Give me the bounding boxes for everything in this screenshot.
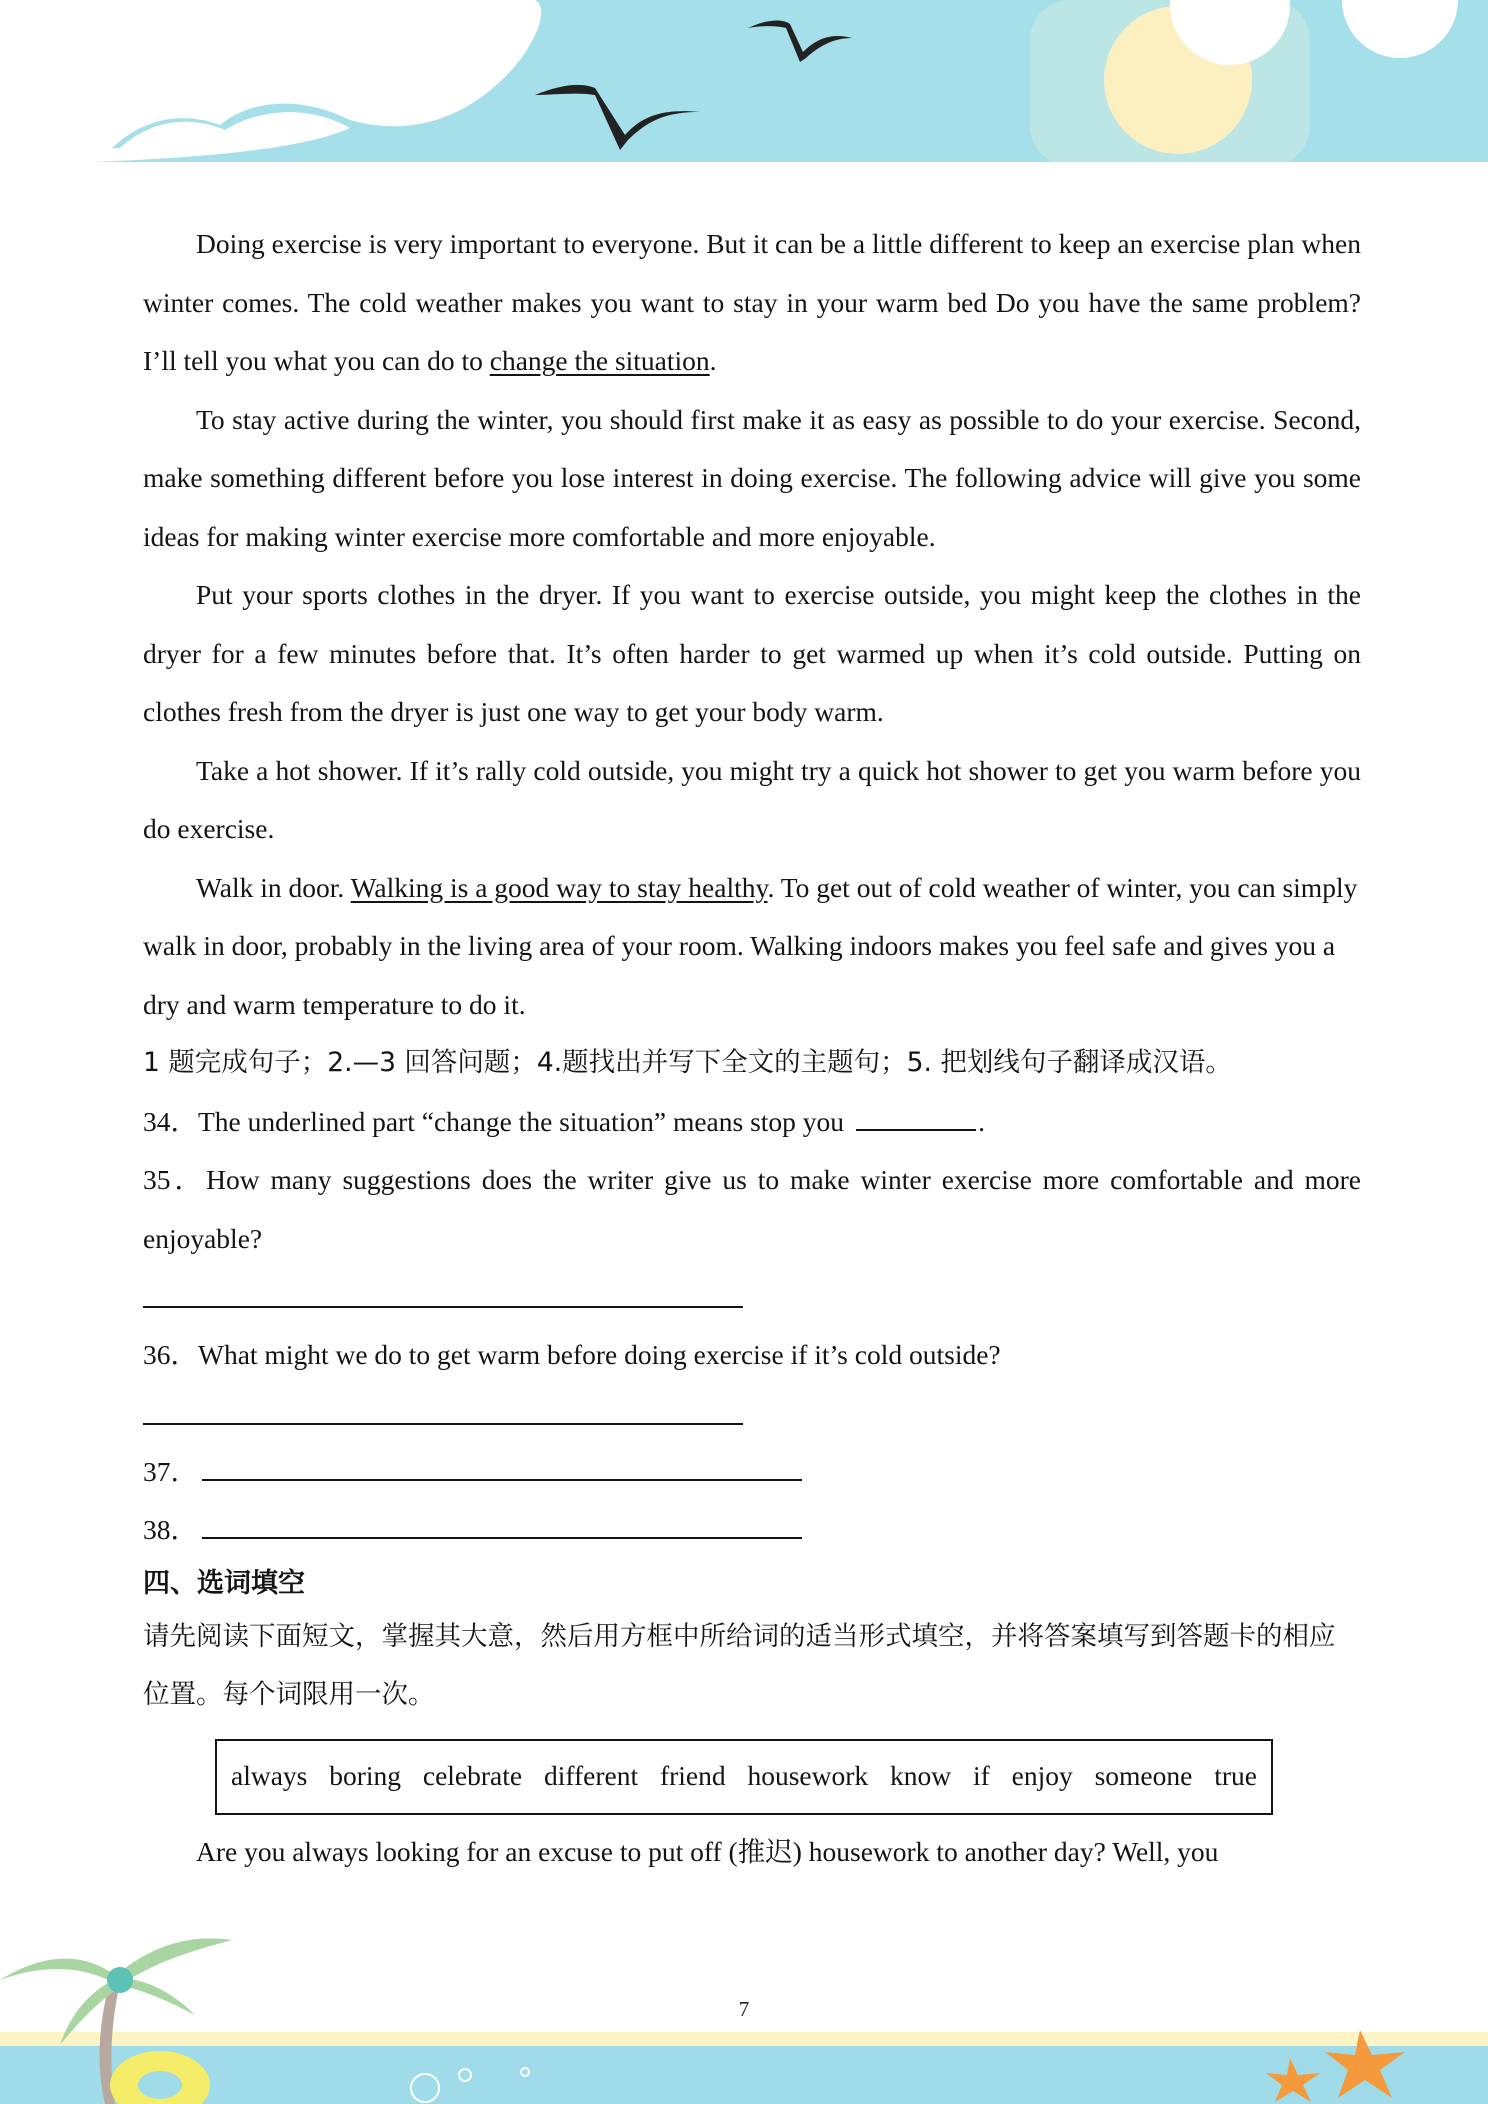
question-number: 38． [143,1514,198,1545]
word-bank-item: boring [329,1760,402,1792]
passage-text: Take a hot shower. If it’s rally cold outside, you might try a quick hot shower to get you warm before you do exercise. [143,754,1361,844]
word-bank-item: know [890,1760,952,1792]
question-37 [143,1443,1361,1502]
question-number: 37． [143,1455,198,1487]
reading-passage [143,215,1361,1034]
question-35 [143,1151,1361,1268]
cloze-passage-start: Are you always looking for an excuse to put off (推迟) housework to another day? Well, you [196,1835,1219,1867]
passage-text: . [709,345,717,376]
passage-paragraph [143,566,1361,742]
question-36 [143,1326,1361,1385]
word-bank-item: celebrate [422,1760,523,1792]
palm-leaf [120,1938,232,1982]
passage-paragraph [143,859,1361,1035]
word-bank-box [215,1739,1273,1815]
palm-leaf [0,1959,115,1982]
answer-line-35[interactable] [143,1268,1361,1326]
word-bank-item: housework [747,1760,869,1792]
passage-text: Doing exercise is very important to everyone. But it can be a little different to keep an exercise plan when winter comes. The cold weather makes you want to stay in your warm bed Do you have the same problem? I’ll tell you what you can do to [143,228,1361,376]
word-bank-item: true [1214,1760,1257,1792]
sea-shape [0,2040,1488,2104]
question-text: How many suggestions does the writer give us to make winter exercise more comfortable and more enjoyable? [143,1164,1361,1254]
answer-line-38[interactable] [202,1507,802,1539]
word-bank-item: if [972,1760,990,1792]
coconut-icon [107,1967,133,1993]
question-instructions: 1 题完成句子；2.—3 回答问题；4.题找出并写下全文的主题句；5. 把划线句子翻译成汉语。 [143,1047,1232,1078]
word-bank-item: friend [659,1760,726,1792]
question-number: 34． [143,1105,198,1137]
question-38 [143,1501,1361,1560]
passage-paragraph [143,742,1361,859]
answer-line-36[interactable] [143,1385,1361,1443]
answer-blank[interactable] [856,1103,976,1131]
word-bank-item: different [543,1760,639,1792]
passage-paragraph [143,391,1361,567]
palm-leaf [122,1978,195,2015]
footer-beach-banner [0,1920,1488,2104]
section-title: 四、选词填空 [143,1567,305,1599]
passage-paragraph [143,215,1361,391]
passage-text: Walk in door. [196,871,351,903]
underlined-text: change the situation [489,345,710,376]
question-text: The underlined part “change the situation” means stop you [198,1105,845,1137]
section-instruction: 请先阅读下面短文，掌握其大意，然后用方框中所给词的适当形式填空，并将答案填写到答题卡的相应位置。每个词限用一次。 [143,1620,1336,1710]
passage-text: To stay active during the winter, you should first make it as easy as possible to do your exercise. Second, make something different before you lose interest in doing exercise. The following advice will give you some ideas for making winter exercise more comfortable and more enjoyable. [143,403,1361,552]
page-number: 7 [738,1997,750,2021]
answer-line-37[interactable] [202,1449,802,1481]
question-number: 36． [143,1339,198,1370]
question-number: 35． [143,1164,207,1195]
header-sky-banner [0,0,1488,170]
question-text: What might we do to get warm before doing exercise if it’s cold outside? [198,1339,1001,1370]
passage-text: . To get out of cold weather of winter, you can simply walk in door, probably in the living area of your room. Walking indoors makes you feel safe and gives you a dry and warm temperature to do it. [143,871,1358,1020]
page-content [143,215,1361,1881]
word-bank-item: someone [1094,1760,1193,1792]
word-bank-item: enjoy [1011,1760,1073,1792]
sand-strip [0,2032,1488,2046]
question-34: 34．The underlined part “change the situation” means stop you . [143,1093,1361,1152]
underlined-text: Walking is a good way to stay healthy [350,871,768,903]
passage-text: Put your sports clothes in the dryer. If you want to exercise outside, you might keep the clothes in the dryer for a few minutes before that. It’s often harder to get warmed up when it’s cold outside. Putting on clothes fresh from the dryer is just one way to get your body warm. [143,579,1361,727]
word-bank-item: always [231,1760,308,1792]
